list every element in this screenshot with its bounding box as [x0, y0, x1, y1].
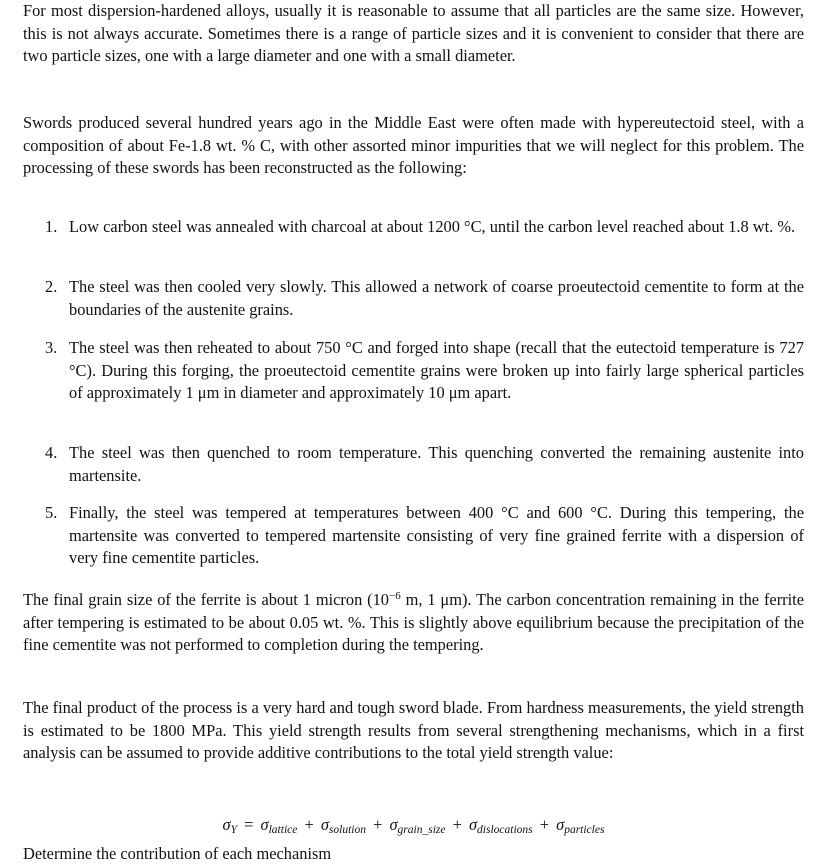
step-text: The steel was then reheated to about 750 °C and forged into shape (recall that the eutectoid temperature is 727 °C). During this forging, the proeutectoid cementite grains were broken up into fairly large spherical particles of approximately 1 μm in diameter and approximately 10 μm apart.: [69, 338, 804, 403]
list-item: [23, 216, 804, 239]
yield-strength-equation: [23, 815, 804, 836]
eq-lhs-symbol: σ: [222, 815, 231, 834]
eq-term-sub: solution: [328, 824, 366, 836]
step-text: The steel was then quenched to room temperature. This quenching converted the remaining austenite into martensite.: [69, 443, 804, 485]
step-number: 2.: [45, 277, 58, 296]
eq-term-symbol: σ: [468, 815, 478, 834]
step-number: 1.: [45, 217, 58, 236]
eq-term-sub: dislocations: [477, 824, 533, 836]
eq-term-symbol: σ: [260, 815, 269, 834]
step-number: 3.: [45, 338, 58, 357]
eq-plus: +: [373, 815, 383, 834]
eq-equals: =: [244, 815, 254, 834]
grain-text-start: The final grain size of the ferrite is about 1 micron (10: [23, 590, 389, 609]
eq-term-symbol: σ: [389, 815, 398, 834]
intro-paragraph: For most dispersion-hardened alloys, usually it is reasonable to assume that all particles are the same size. However, this is not always accurate. Sometimes there is a range of particle sizes and it is convenient to consider that there are two particle sizes, one with a large diameter and one with a small diameter.: [23, 1, 804, 66]
step-text: Low carbon steel was annealed with charcoal at about 1200 °C, until the carbon level reached about 1.8 wt. %.: [69, 217, 796, 236]
step-number: 4.: [45, 443, 58, 462]
swords-paragraph: Swords produced several hundred years ago in the Middle East were often made with hypereutectoid steel, with a composition of about Fe-1.8 wt. % C, with other assorted minor impurities that we will neglect for this problem. The processing of these swords has been reconstructed as the following:: [23, 113, 804, 178]
eq-lhs-sub: Y: [230, 824, 238, 836]
eq-plus: +: [539, 815, 549, 834]
eq-term-sub: lattice: [268, 824, 298, 836]
list-item: [23, 337, 804, 405]
cutoff-next-line: Determine the contribution of each mechanism: [23, 844, 332, 863]
grain-text-end: m, 1 μm). The carbon concentration remaining in the ferrite after tempering is estimated to be about 0.05 wt. %. This is slightly above equilibrium because the precipitation of the fine cementite was not performed to completion during the tempering.: [23, 590, 804, 655]
step-number: 5.: [45, 503, 58, 522]
list-item: [23, 442, 804, 487]
eq-plus: +: [304, 815, 314, 834]
eq-term-sub: particles: [564, 824, 605, 836]
list-item: [23, 276, 804, 321]
eq-term-symbol: σ: [320, 815, 329, 834]
eq-plus: +: [452, 815, 462, 834]
grain-size-paragraph: [23, 585, 804, 657]
eq-term-sub: grain_size: [397, 824, 446, 836]
grain-exponent: −6: [389, 590, 401, 602]
step-text: Finally, the steel was tempered at temperatures between 400 °C and 600 °C. During this tempering, the martensite was converted to tempered martensite consisting of very fine grained ferrite with a dispersion of very fine cementite particles.: [69, 503, 804, 568]
list-item: [23, 502, 804, 570]
step-text: The steel was then cooled very slowly. This allowed a network of coarse proeutectoid cementite to form at the boundaries of the austenite grains.: [69, 277, 804, 319]
eq-term-symbol: σ: [556, 815, 565, 834]
final-product-paragraph: The final product of the process is a very hard and tough sword blade. From hardness measurements, the yield strength is estimated to be 1800 MPa. This yield strength results from several strengthening mechanisms, which in a first analysis can be assumed to provide additive contributions to the total yield strength value:: [23, 698, 804, 763]
